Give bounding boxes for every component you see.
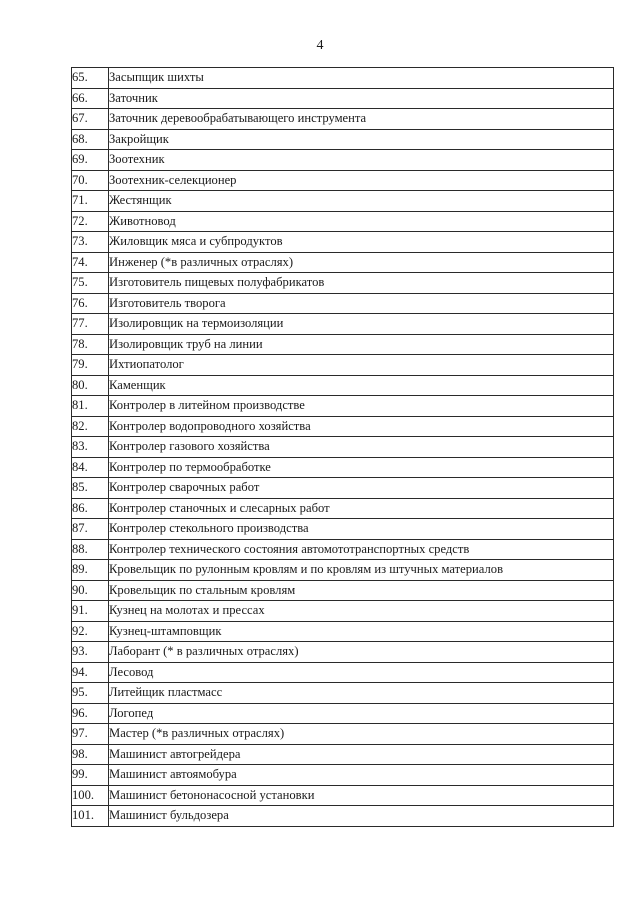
profession-name: Каменщик (109, 375, 614, 396)
table-row (72, 68, 614, 89)
row-number: 75. (72, 273, 109, 294)
row-number: 93. (72, 642, 109, 663)
table-row (72, 170, 614, 191)
row-number: 72. (72, 211, 109, 232)
row-number: 78. (72, 334, 109, 355)
professions-table (71, 67, 614, 827)
table-row (72, 232, 614, 253)
profession-name: Контролер технического состояния автомототранспортных средств (109, 539, 614, 560)
row-number: 86. (72, 498, 109, 519)
row-number: 79. (72, 355, 109, 376)
row-number: 68. (72, 129, 109, 150)
table-row (72, 642, 614, 663)
profession-name: Контролер газового хозяйства (109, 437, 614, 458)
table-row (72, 560, 614, 581)
row-number: 80. (72, 375, 109, 396)
profession-name: Контролер сварочных работ (109, 478, 614, 499)
table-row (72, 601, 614, 622)
table-row (72, 109, 614, 130)
profession-name: Контролер водопроводного хозяйства (109, 416, 614, 437)
table-row (72, 580, 614, 601)
profession-name: Изготовитель пищевых полуфабрикатов (109, 273, 614, 294)
table-row (72, 252, 614, 273)
row-number: 91. (72, 601, 109, 622)
profession-name: Кузнец-штамповщик (109, 621, 614, 642)
table-row (72, 478, 614, 499)
row-number: 84. (72, 457, 109, 478)
table-row (72, 396, 614, 417)
table-row (72, 785, 614, 806)
profession-name: Машинист бульдозера (109, 806, 614, 827)
row-number: 99. (72, 765, 109, 786)
profession-name: Логопед (109, 703, 614, 724)
table-row (72, 683, 614, 704)
profession-name: Контролер стекольного производства (109, 519, 614, 540)
profession-name: Мастер (*в различных отраслях) (109, 724, 614, 745)
profession-name: Машинист автоямобура (109, 765, 614, 786)
row-number: 70. (72, 170, 109, 191)
profession-name: Лаборант (* в различных отраслях) (109, 642, 614, 663)
table-row (72, 211, 614, 232)
profession-name: Инженер (*в различных отраслях) (109, 252, 614, 273)
row-number: 69. (72, 150, 109, 171)
table-row (72, 765, 614, 786)
profession-name: Изолировщик труб на линии (109, 334, 614, 355)
row-number: 90. (72, 580, 109, 601)
profession-name: Заточник (109, 88, 614, 109)
table-row (72, 806, 614, 827)
profession-name: Жестянщик (109, 191, 614, 212)
table-row (72, 314, 614, 335)
table-row (72, 129, 614, 150)
table-row (72, 703, 614, 724)
table-row (72, 334, 614, 355)
row-number: 96. (72, 703, 109, 724)
profession-name: Животновод (109, 211, 614, 232)
professions-table-body (72, 68, 614, 827)
row-number: 98. (72, 744, 109, 765)
row-number: 87. (72, 519, 109, 540)
page-number: 4 (316, 38, 324, 53)
profession-name: Зоотехник (109, 150, 614, 171)
table-row (72, 519, 614, 540)
table-row (72, 457, 614, 478)
row-number: 71. (72, 191, 109, 212)
table-row (72, 498, 614, 519)
row-number: 77. (72, 314, 109, 335)
profession-name: Кузнец на молотах и прессах (109, 601, 614, 622)
table-row (72, 416, 614, 437)
row-number: 73. (72, 232, 109, 253)
row-number: 81. (72, 396, 109, 417)
profession-name: Заточник деревообрабатывающего инструмента (109, 109, 614, 130)
table-row (72, 293, 614, 314)
profession-name: Изолировщик на термоизоляции (109, 314, 614, 335)
profession-name: Зоотехник-селекционер (109, 170, 614, 191)
row-number: 82. (72, 416, 109, 437)
row-number: 100. (72, 785, 109, 806)
profession-name: Литейщик пластмасс (109, 683, 614, 704)
table-row (72, 88, 614, 109)
row-number: 101. (72, 806, 109, 827)
row-number: 66. (72, 88, 109, 109)
profession-name: Машинист автогрейдера (109, 744, 614, 765)
row-number: 83. (72, 437, 109, 458)
table-row (72, 744, 614, 765)
profession-name: Ихтиопатолог (109, 355, 614, 376)
table-row (72, 150, 614, 171)
row-number: 65. (72, 68, 109, 89)
row-number: 85. (72, 478, 109, 499)
table-row (72, 724, 614, 745)
row-number: 89. (72, 560, 109, 581)
row-number: 76. (72, 293, 109, 314)
table-row (72, 191, 614, 212)
profession-name: Контролер в литейном производстве (109, 396, 614, 417)
profession-name: Кровельщик по рулонным кровлям и по кровлям из штучных материалов (109, 560, 614, 581)
table-row (72, 355, 614, 376)
row-number: 94. (72, 662, 109, 683)
row-number: 97. (72, 724, 109, 745)
table-row (72, 539, 614, 560)
row-number: 95. (72, 683, 109, 704)
row-number: 88. (72, 539, 109, 560)
table-row (72, 621, 614, 642)
row-number: 67. (72, 109, 109, 130)
profession-name: Жиловщик мяса и субпродуктов (109, 232, 614, 253)
profession-name: Машинист бетононасосной установки (109, 785, 614, 806)
profession-name: Изготовитель творога (109, 293, 614, 314)
profession-name: Кровельщик по стальным кровлям (109, 580, 614, 601)
profession-name: Контролер станочных и слесарных работ (109, 498, 614, 519)
table-row (72, 375, 614, 396)
table-row (72, 662, 614, 683)
profession-name: Лесовод (109, 662, 614, 683)
row-number: 74. (72, 252, 109, 273)
table-row (72, 437, 614, 458)
row-number: 92. (72, 621, 109, 642)
profession-name: Контролер по термообработке (109, 457, 614, 478)
table-row (72, 273, 614, 294)
profession-name: Засыпщик шихты (109, 68, 614, 89)
profession-name: Закройщик (109, 129, 614, 150)
